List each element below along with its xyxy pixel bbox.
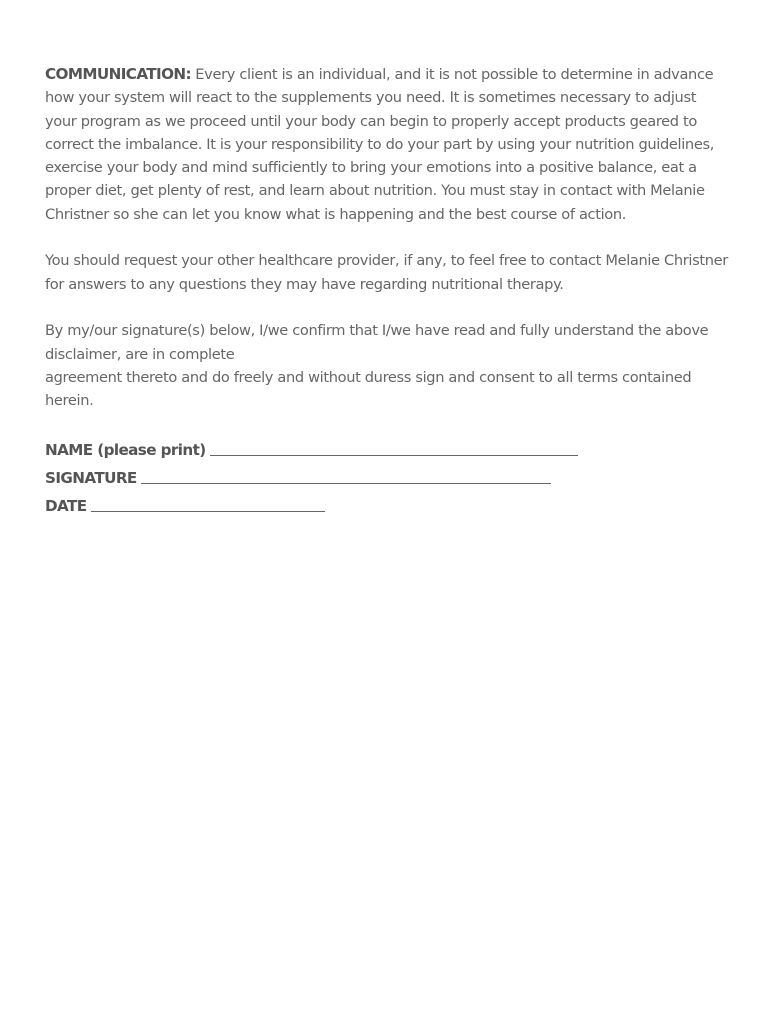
name-label: NAME (please print)	[45, 440, 206, 459]
communication-body: Every client is an individual, and it is not possible to determine in advance how your system will react to the supplements you need. It is sometimes necessary to adjust your program as we proceed until your body can begin to properly accept products geared to correct the imbalance. It is your responsibility to do your part by using your nutrition guidelines, exercise your body and mind sufficiently to bring your emotions into a positive balance, eat a proper diet, get plenty of rest, and learn about nutrition. You must stay in contact with Melanie Christner so she can let you know what is happening and the best course of action.	[45, 66, 714, 223]
date-field-row	[45, 492, 730, 520]
signature-paragraph-line-1: By my/our signature(s) below, I/we confirm that I/we have read and fully understand the above disclaimer, are in complete	[45, 322, 709, 363]
communication-heading: COMMUNICATION:	[45, 65, 192, 83]
signature-paragraph-line-2: agreement thereto and do freely and without duress sign and consent to all terms contained herein.	[45, 368, 692, 410]
name-field-row	[45, 436, 730, 464]
signature-field-row	[45, 464, 730, 492]
date-blank-line[interactable]	[91, 510, 325, 512]
communication-paragraph	[45, 63, 730, 226]
date-label: DATE	[45, 496, 87, 515]
document-page	[45, 63, 730, 520]
signature-form	[45, 436, 730, 520]
signature-paragraph	[45, 319, 730, 412]
healthcare-paragraph: You should request your other healthcare provider, if any, to feel free to contact Melanie Christner for answers to any questions they may have regarding nutritional therapy.	[45, 252, 728, 293]
name-blank-line[interactable]	[210, 454, 578, 456]
signature-blank-line[interactable]	[141, 482, 551, 484]
signature-label: SIGNATURE	[45, 468, 137, 487]
